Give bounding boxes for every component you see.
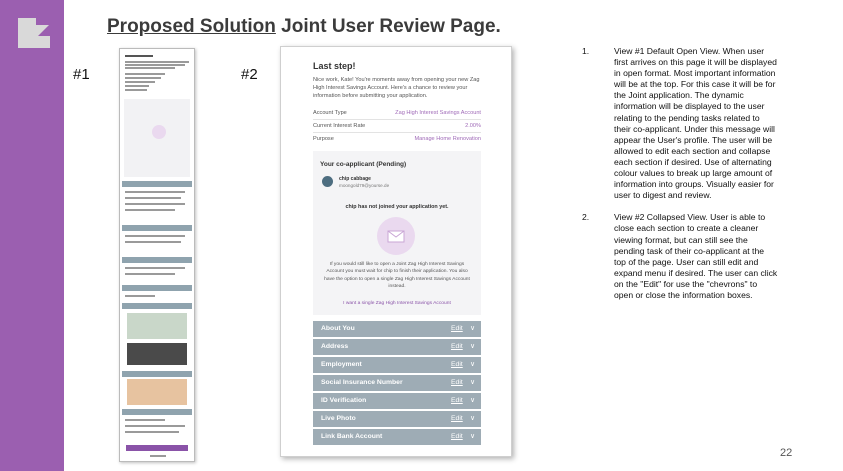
folder-logo-icon [16,16,52,50]
chevron-down-icon[interactable]: ∨ [470,325,475,332]
section-social-insurance-number[interactable]: Social Insurance Number Edit ∨ [313,375,481,391]
review-heading: Last step! [313,61,356,71]
envelope-icon [377,217,415,255]
view-label-1: #1 [73,66,90,83]
section-link-bank-account[interactable]: Link Bank Account Edit ∨ [313,429,481,445]
edit-link[interactable]: Edit [451,361,463,368]
single-account-link[interactable]: I want a single Zag High Interest Savings Account [343,301,451,306]
edit-link[interactable]: Edit [451,415,463,422]
note-text: View #1 Default Open View. When user first arrives on this page it will be displayed in open format. Most important information will be at the top. For this case it will be for the Joint application. The dynamic information will be displayed to the user relating to the pending tasks related to their co-applicant. Under this message will appear the User's profile. The user will be allowed to edit each section and collapse each section if desired. Use of alternating colour values to break up large amount of information into groups. Visually easier for user to digest and review. [614,46,777,201]
section-id-verification[interactable]: ID Verification Edit ∨ [313,393,481,409]
edit-link[interactable]: Edit [451,343,463,350]
note-text: View #2 Collapsed View. User is able to close each section to create a cleaner viewing format, but can still see the pending task of their co-applicant at the top of the page. User can still edit and expand menu if desired. The user can click on the "Edit" for use the "chevrons" to open or close the information boxes. [614,212,778,300]
field-row: Current Interest Rate 2.00% [313,123,481,129]
co-applicant-status: chip has not joined your application yet. [345,204,449,210]
section-employment[interactable]: Employment Edit ∨ [313,357,481,373]
chevron-down-icon[interactable]: ∨ [470,379,475,386]
slide-title: Proposed Solution Joint User Review Page. [107,16,501,37]
collapsed-view-screenshot [280,46,512,457]
page-number: 22 [780,447,793,459]
chevron-down-icon[interactable]: ∨ [470,433,475,440]
view-label-2: #2 [241,66,258,83]
field-row: Account Type Zag High Interest Savings Account [313,110,481,116]
co-applicant-title: Your co-applicant (Pending) [320,161,407,168]
chevron-down-icon[interactable]: ∨ [470,397,475,404]
chevron-down-icon[interactable]: ∨ [470,361,475,368]
co-applicant-body: If you would still like to open a Joint Zag High Interest Savings Account you must wait for chip to finish their application. You also have the option to open a single Zag High Interest Savings Account instead. [324,262,470,290]
notes-list [582,46,778,312]
co-applicant-card [313,151,481,315]
section-address[interactable]: Address Edit ∨ [313,339,481,355]
edit-link[interactable]: Edit [451,397,463,404]
side-band [0,0,64,471]
edit-link[interactable]: Edit [451,325,463,332]
thumb-id-card-image [127,313,187,339]
note-item: 1. View #1 Default Open View. When user first arrives on this page it will be displayed in open format. Most important information will be at the top. For this case it will be for the Joint application. The dynamic information will be displayed to the user relating to the pending tasks related to their co-applicant. Under this message will appear the User's profile. The user will be allowed to edit each section and collapse each section if desired. Use of alternating colour values to break up large amount of information into groups. Visually easier for user to digest and review. [582,46,777,201]
section-about-you[interactable]: About You Edit ∨ [313,321,481,337]
edit-link[interactable]: Edit [451,379,463,386]
section-live-photo[interactable]: Live Photo Edit ∨ [313,411,481,427]
review-intro: Nice work, Kate! You're moments away from opening your new Zag High Interest Savings Account. Here's a chance to review your information before submitting your application. [313,77,480,99]
edit-link[interactable]: Edit [451,433,463,440]
chevron-down-icon[interactable]: ∨ [470,343,475,350]
co-applicant-email: moongold79@yourse.de [339,183,390,188]
open-view-thumbnail [119,48,195,462]
chevron-down-icon[interactable]: ∨ [470,415,475,422]
co-applicant-name: chip cabbage [339,176,371,182]
field-row: Purpose Manage Home Renovation [313,136,481,142]
note-item: 2. View #2 Collapsed View. User is able to close each section to create a cleaner viewing format, but can still see the pending task of their co-applicant at the top of the page. User can still edit and expand menu if desired. The user can click on the "Edit" for use the "chevrons" to open or close the information boxes. [582,212,778,300]
thumb-live-photo-image [127,379,187,405]
avatar-icon [322,176,333,187]
